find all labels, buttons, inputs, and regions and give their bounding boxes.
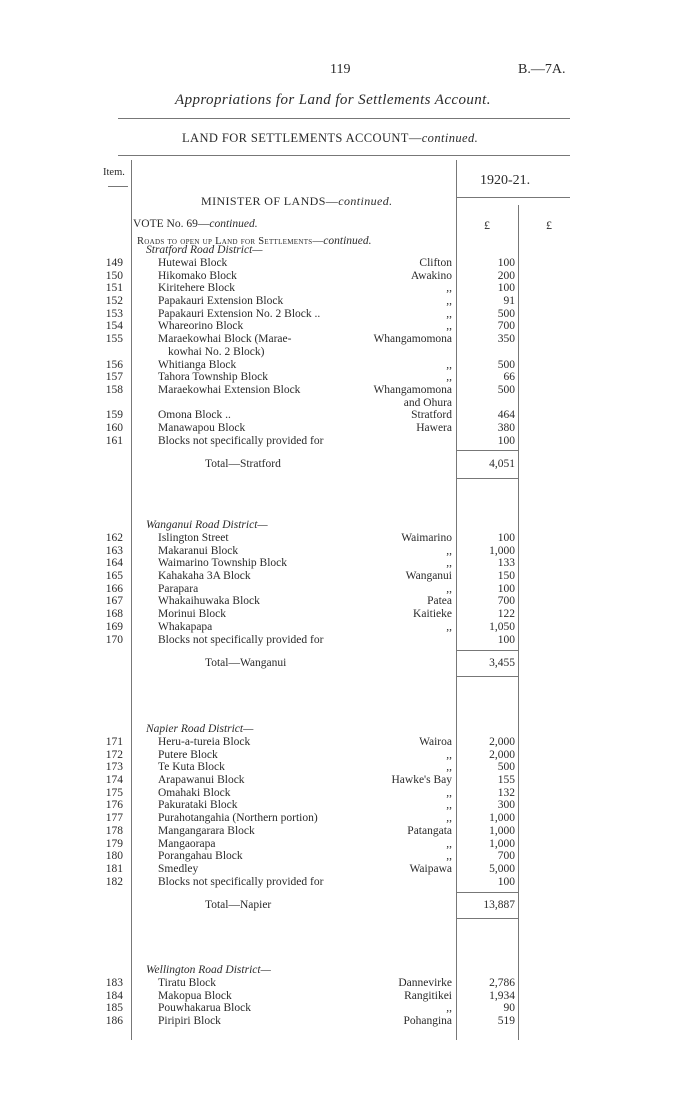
amount: 100 bbox=[497, 582, 515, 595]
block-name: Blocks not specifically provided for bbox=[158, 434, 324, 447]
block-name: Maraekowhai Block (Marae- bbox=[158, 333, 292, 346]
total-rule bbox=[456, 478, 518, 479]
block-name: Purahotangahia (Northern portion) bbox=[158, 812, 318, 825]
table-row-continuation bbox=[0, 346, 700, 359]
item-number: 155 bbox=[105, 333, 123, 346]
table-row bbox=[0, 990, 700, 1003]
block-name: Piripiri Block bbox=[158, 1015, 221, 1028]
pound-sign-1: £ bbox=[484, 218, 490, 232]
minister-heading bbox=[201, 194, 393, 209]
district-place: Rangitikei bbox=[404, 989, 452, 1002]
district-place: ,, bbox=[446, 837, 452, 850]
district-place: Awakino bbox=[410, 269, 452, 282]
block-name: Whakapapa bbox=[158, 620, 213, 633]
minister-heading-main: MINISTER OF LANDS— bbox=[201, 194, 339, 208]
amount: 91 bbox=[503, 295, 515, 308]
block-name: Papakauri Extension Block bbox=[158, 295, 284, 308]
item-number: 173 bbox=[105, 761, 123, 774]
block-name: Heru-a-tureia Block bbox=[158, 736, 251, 748]
table-row bbox=[0, 595, 700, 608]
item-number: 171 bbox=[105, 736, 123, 748]
item-number: 152 bbox=[105, 295, 123, 308]
district-place: Whangamomona bbox=[373, 333, 452, 346]
total-amount: 13,887 bbox=[483, 899, 515, 911]
district-place: Clifton bbox=[419, 257, 452, 269]
wanganui-rows bbox=[0, 532, 700, 646]
district-place: Stratford bbox=[411, 409, 452, 422]
amount: 2,000 bbox=[489, 736, 515, 748]
table-row bbox=[0, 1002, 700, 1015]
district-place: Hawke's Bay bbox=[391, 774, 452, 787]
roads-heading-main: Roads to open up Land for Settlements— bbox=[137, 236, 324, 247]
block-name-continued: kowhai No. 2 Block) bbox=[168, 345, 265, 358]
block-name: Islington Street bbox=[158, 532, 229, 544]
district-place: Kaitieke bbox=[413, 608, 452, 621]
table-row bbox=[0, 736, 700, 749]
table-row bbox=[0, 333, 700, 346]
block-name: Papakauri Extension No. 2 Block .. bbox=[158, 307, 321, 320]
district-place: ,, bbox=[446, 295, 452, 308]
amount: 100 bbox=[497, 282, 515, 295]
subtotal-rule bbox=[456, 650, 518, 651]
amount: 1,934 bbox=[489, 989, 515, 1002]
minister-heading-continued: continued. bbox=[338, 194, 393, 208]
page-number: 119 bbox=[330, 62, 351, 77]
item-number: 184 bbox=[105, 989, 123, 1002]
item-number: 185 bbox=[105, 1002, 123, 1015]
item-number: 181 bbox=[105, 862, 123, 875]
district-place: ,, bbox=[446, 320, 452, 333]
block-name: Arapawanui Block bbox=[158, 774, 245, 787]
table-row bbox=[0, 812, 700, 825]
amount: 519 bbox=[497, 1015, 515, 1028]
table-row bbox=[0, 320, 700, 333]
year-header-rule bbox=[456, 197, 570, 198]
district-heading-wanganui: Wanganui Road District— bbox=[146, 519, 268, 531]
subtitle-main: LAND FOR SETTLEMENTS ACCOUNT— bbox=[182, 131, 422, 145]
item-number: 151 bbox=[105, 282, 123, 295]
table-row bbox=[0, 825, 700, 838]
item-number: 158 bbox=[105, 383, 123, 396]
district-place: Waimarino bbox=[401, 532, 452, 544]
amount: 133 bbox=[497, 557, 515, 570]
table-row bbox=[0, 876, 700, 889]
block-name: Makopua Block bbox=[158, 989, 232, 1002]
district-place: Waipawa bbox=[409, 862, 452, 875]
table-row bbox=[0, 774, 700, 787]
block-name: Omahaki Block bbox=[158, 786, 231, 799]
block-name: Hikomako Block bbox=[158, 269, 237, 282]
item-number: 164 bbox=[105, 557, 123, 570]
amount: 464 bbox=[497, 409, 515, 422]
table-row bbox=[0, 570, 700, 583]
item-column-header: Item. bbox=[103, 167, 125, 178]
amount: 300 bbox=[497, 799, 515, 812]
district-place: ,, bbox=[446, 307, 452, 320]
block-name: Waimarino Township Block bbox=[158, 557, 288, 570]
amount: 350 bbox=[497, 333, 515, 346]
district-place: ,, bbox=[446, 371, 452, 384]
block-name: Kiritehere Block bbox=[158, 282, 235, 295]
amount: 100 bbox=[497, 257, 515, 269]
amount: 1,050 bbox=[489, 620, 515, 633]
block-name: Tahora Township Block bbox=[158, 371, 268, 384]
roads-heading-continued: continued. bbox=[323, 235, 372, 247]
district-place: ,, bbox=[446, 799, 452, 812]
amount: 66 bbox=[503, 371, 515, 384]
block-name: Putere Block bbox=[158, 748, 218, 761]
total-amount: 4,051 bbox=[489, 458, 515, 470]
item-number: 167 bbox=[105, 595, 123, 608]
table-top-rule bbox=[118, 155, 570, 156]
block-name: Pouwhakarua Block bbox=[158, 1002, 251, 1015]
amount: 150 bbox=[497, 570, 515, 583]
wellington-rows bbox=[0, 977, 700, 1028]
amount: 5,000 bbox=[489, 862, 515, 875]
block-name: Morinui Block bbox=[158, 608, 227, 621]
item-number: 161 bbox=[105, 434, 123, 447]
district-place: ,, bbox=[446, 1002, 452, 1015]
table-row bbox=[0, 384, 700, 397]
amount: 500 bbox=[497, 761, 515, 774]
district-heading-stratford: Stratford Road District— bbox=[146, 244, 263, 256]
table-row bbox=[0, 532, 700, 545]
district-place: ,, bbox=[446, 557, 452, 570]
table-row bbox=[0, 583, 700, 596]
amount: 2,786 bbox=[489, 977, 515, 989]
item-number: 165 bbox=[105, 570, 123, 583]
item-number: 180 bbox=[105, 850, 123, 863]
item-number: 156 bbox=[105, 358, 123, 371]
table-row bbox=[0, 270, 700, 283]
block-name: Blocks not specifically provided for bbox=[158, 875, 324, 888]
table-row bbox=[0, 435, 700, 448]
table-row bbox=[0, 557, 700, 570]
table-row bbox=[0, 838, 700, 851]
amount: 100 bbox=[497, 875, 515, 888]
district-place: Hawera bbox=[416, 421, 452, 434]
table-row bbox=[0, 634, 700, 647]
amount: 100 bbox=[497, 633, 515, 646]
item-number: 163 bbox=[105, 544, 123, 557]
item-number: 149 bbox=[105, 257, 123, 269]
amount: 122 bbox=[497, 608, 515, 621]
table-row bbox=[0, 308, 700, 321]
table-row bbox=[0, 409, 700, 422]
subtotal-rule bbox=[456, 892, 518, 893]
amount: 500 bbox=[497, 383, 515, 396]
district-place: Whangamomona bbox=[373, 383, 452, 396]
item-number: 179 bbox=[105, 837, 123, 850]
block-name: Porangahau Block bbox=[158, 850, 243, 863]
item-number: 166 bbox=[105, 582, 123, 595]
block-name: Makaranui Block bbox=[158, 544, 239, 557]
subtitle-continued: continued. bbox=[421, 131, 479, 145]
item-number: 160 bbox=[105, 421, 123, 434]
item-number: 172 bbox=[105, 748, 123, 761]
table-row bbox=[0, 977, 700, 990]
table-row bbox=[0, 787, 700, 800]
page-title: Appropriations for Land for Settlements Account. bbox=[175, 92, 491, 108]
table-row bbox=[0, 545, 700, 558]
total-label: Total—Stratford bbox=[205, 458, 281, 470]
amount: 1,000 bbox=[489, 812, 515, 825]
stratford-rows bbox=[0, 257, 700, 447]
item-number: 168 bbox=[105, 608, 123, 621]
table-row bbox=[0, 1015, 700, 1028]
district-place: ,, bbox=[446, 582, 452, 595]
item-number: 177 bbox=[105, 812, 123, 825]
amount: 1,000 bbox=[489, 824, 515, 837]
amount: 500 bbox=[497, 307, 515, 320]
table-row bbox=[0, 850, 700, 863]
table-row-continuation bbox=[0, 397, 700, 410]
item-number: 178 bbox=[105, 824, 123, 837]
table-row bbox=[0, 608, 700, 621]
amount: 2,000 bbox=[489, 748, 515, 761]
block-name: Kahakaha 3A Block bbox=[158, 570, 251, 583]
district-place: Dannevirke bbox=[398, 977, 452, 989]
item-number: 183 bbox=[105, 977, 123, 989]
item-number: 186 bbox=[105, 1015, 123, 1028]
district-place: ,, bbox=[446, 786, 452, 799]
total-rule bbox=[456, 676, 518, 677]
amount: 100 bbox=[497, 532, 515, 544]
table-row bbox=[0, 761, 700, 774]
year-column-header: 1920-21. bbox=[480, 173, 531, 188]
block-name: Hutewai Block bbox=[158, 257, 228, 269]
table-row bbox=[0, 799, 700, 812]
item-number: 150 bbox=[105, 269, 123, 282]
napier-rows bbox=[0, 736, 700, 888]
block-name: Whakaihuwaka Block bbox=[158, 595, 260, 608]
amount: 500 bbox=[497, 358, 515, 371]
amount: 90 bbox=[503, 1002, 515, 1015]
district-place: ,, bbox=[446, 358, 452, 371]
item-number: 153 bbox=[105, 307, 123, 320]
table-row bbox=[0, 749, 700, 762]
total-label: Total—Napier bbox=[205, 899, 272, 911]
item-header-rule bbox=[108, 186, 128, 187]
district-place: Wanganui bbox=[405, 570, 452, 583]
district-heading-wellington: Wellington Road District— bbox=[146, 964, 271, 976]
district-place: ,, bbox=[446, 812, 452, 825]
item-number: 170 bbox=[105, 633, 123, 646]
block-name: Omona Block .. bbox=[158, 409, 231, 422]
district-place: ,, bbox=[446, 850, 452, 863]
block-name: Whareorino Block bbox=[158, 320, 244, 333]
total-rule bbox=[456, 918, 518, 919]
item-number: 159 bbox=[105, 409, 123, 422]
table-row bbox=[0, 282, 700, 295]
district-place: Wairoa bbox=[419, 736, 452, 748]
vote-heading-main: VOTE No. 69— bbox=[133, 218, 210, 230]
item-number: 175 bbox=[105, 786, 123, 799]
block-name: Mangangarara Block bbox=[158, 824, 255, 837]
district-place: Patangata bbox=[407, 824, 452, 837]
amount: 1,000 bbox=[489, 837, 515, 850]
block-name: Tiratu Block bbox=[158, 977, 217, 989]
block-name: Smedley bbox=[158, 862, 199, 875]
item-number: 162 bbox=[105, 532, 123, 544]
item-number: 169 bbox=[105, 620, 123, 633]
amount: 132 bbox=[497, 786, 515, 799]
amount: 700 bbox=[497, 320, 515, 333]
total-amount: 3,455 bbox=[489, 657, 515, 669]
title-rule bbox=[118, 118, 570, 119]
district-heading-napier: Napier Road District— bbox=[146, 723, 254, 735]
item-number: 154 bbox=[105, 320, 123, 333]
item-number: 182 bbox=[105, 875, 123, 888]
block-name: Maraekowhai Extension Block bbox=[158, 383, 301, 396]
amount: 155 bbox=[497, 774, 515, 787]
amount: 700 bbox=[497, 595, 515, 608]
table-row bbox=[0, 359, 700, 372]
block-name: Pakurataki Block bbox=[158, 799, 238, 812]
block-name: Te Kuta Block bbox=[158, 761, 225, 774]
block-name: Mangaorapa bbox=[158, 837, 216, 850]
district-place: ,, bbox=[446, 761, 452, 774]
section-subtitle bbox=[182, 131, 478, 146]
amount: 100 bbox=[497, 434, 515, 447]
block-name: Manawapou Block bbox=[158, 421, 246, 434]
subtotal-rule bbox=[456, 450, 518, 451]
district-place: Pohangina bbox=[403, 1015, 452, 1028]
district-place: ,, bbox=[446, 620, 452, 633]
document-reference: B.—7A. bbox=[518, 62, 566, 77]
block-name: Whitianga Block bbox=[158, 358, 237, 371]
item-number: 157 bbox=[105, 371, 123, 384]
district-place: ,, bbox=[446, 748, 452, 761]
amount: 1,000 bbox=[489, 544, 515, 557]
amount: 380 bbox=[497, 421, 515, 434]
vote-heading-continued: continued. bbox=[209, 218, 258, 230]
district-place: Patea bbox=[427, 595, 452, 608]
table-row bbox=[0, 621, 700, 634]
total-label: Total—Wanganui bbox=[205, 657, 287, 669]
amount: 200 bbox=[497, 269, 515, 282]
table-row bbox=[0, 257, 700, 270]
district-place: ,, bbox=[446, 544, 452, 557]
item-number: 174 bbox=[105, 774, 123, 787]
pound-sign-2: £ bbox=[546, 218, 552, 232]
block-name: Blocks not specifically provided for bbox=[158, 633, 324, 646]
district-place-continued: and Ohura bbox=[403, 396, 452, 409]
table-row bbox=[0, 371, 700, 384]
amount: 700 bbox=[497, 850, 515, 863]
block-name: Parapara bbox=[158, 582, 199, 595]
vote-heading bbox=[133, 218, 258, 231]
table-row bbox=[0, 295, 700, 308]
item-number: 176 bbox=[105, 799, 123, 812]
table-row bbox=[0, 863, 700, 876]
district-place: ,, bbox=[446, 282, 452, 295]
table-row bbox=[0, 422, 700, 435]
